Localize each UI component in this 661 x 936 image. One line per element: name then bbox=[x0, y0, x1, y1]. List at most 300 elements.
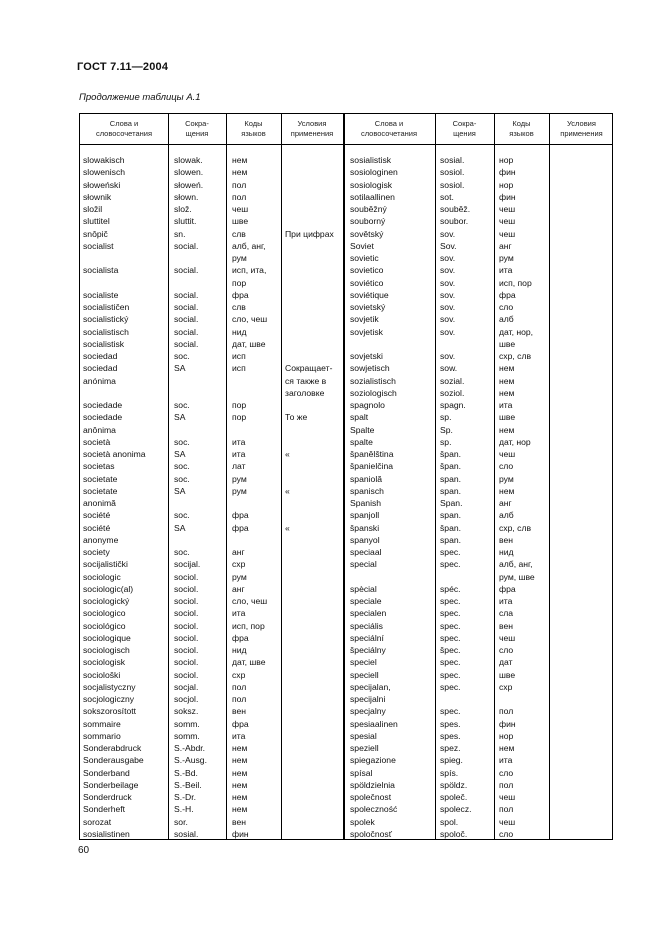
cell-lang: фра bbox=[232, 718, 249, 729]
cell-lang: фин bbox=[232, 828, 249, 839]
cell-words: spanisch bbox=[350, 485, 384, 496]
cell-abbr: sov. bbox=[440, 277, 456, 288]
cell-lang: рум bbox=[499, 473, 514, 484]
cell-words: speciel bbox=[350, 657, 377, 668]
cell-lang: фра bbox=[499, 289, 516, 300]
cell-abbr: sociol. bbox=[174, 632, 199, 643]
cell-lang: слв bbox=[232, 228, 246, 239]
cell-abbr: soc. bbox=[174, 351, 190, 361]
cell-lang: пол bbox=[499, 706, 514, 717]
cell-abbr: soc. bbox=[174, 436, 190, 447]
cell-words: society bbox=[83, 547, 110, 557]
cell-words: spoleczność bbox=[350, 804, 398, 815]
table-row bbox=[80, 289, 612, 301]
cell-words: Sonderheft bbox=[83, 804, 126, 815]
cell-lang: чеш bbox=[499, 792, 516, 802]
cell-abbr: společ. bbox=[440, 792, 468, 802]
cell-lang: нем bbox=[499, 375, 515, 386]
cell-abbr: spec. bbox=[440, 547, 461, 557]
cell-abbr: sociol. bbox=[174, 571, 199, 582]
cell-words: spagnolo bbox=[350, 400, 385, 410]
cell-lang: алб bbox=[499, 510, 514, 521]
cell-words: specialen bbox=[350, 608, 387, 619]
table-row bbox=[80, 705, 612, 717]
abbreviation-table bbox=[79, 113, 613, 840]
cell-lang: сло bbox=[499, 302, 514, 312]
table-row bbox=[80, 350, 612, 362]
cell-words: socialista bbox=[83, 265, 119, 276]
cell-lang: слв bbox=[232, 302, 246, 312]
cell-lang: сло, чеш bbox=[232, 314, 268, 325]
cell-words: speciális bbox=[350, 620, 383, 631]
cell-abbr: soc. bbox=[174, 400, 190, 410]
cell-words: soviétique bbox=[350, 289, 389, 300]
cell-lang: алб, анг, bbox=[499, 559, 533, 570]
cell-words: Soviet bbox=[350, 240, 374, 251]
cell-lang: нем bbox=[232, 755, 248, 766]
cell-abbr: social. bbox=[174, 326, 199, 337]
cell-lang: рум bbox=[499, 253, 514, 263]
table-row bbox=[80, 277, 612, 289]
cell-lang: сло bbox=[499, 767, 514, 778]
cell-cond: « bbox=[285, 485, 290, 496]
cell-words: španielčina bbox=[350, 461, 393, 472]
cell-lang: шве bbox=[232, 216, 249, 227]
cell-words: anônima bbox=[83, 424, 116, 435]
cell-lang: ита bbox=[232, 449, 246, 459]
table-row bbox=[80, 154, 612, 166]
cell-cond: ся также в bbox=[285, 375, 327, 386]
column-header-cond: Условия применения bbox=[290, 119, 334, 138]
cell-abbr: soc. bbox=[174, 473, 190, 484]
cell-lang: пор bbox=[232, 412, 247, 423]
cell-abbr: social. bbox=[174, 302, 199, 312]
cell-lang: фин bbox=[499, 167, 516, 178]
cell-words: specijalan, bbox=[350, 681, 391, 692]
cell-lang: схр, слв bbox=[499, 351, 532, 361]
cell-abbr: sor. bbox=[174, 816, 188, 827]
cell-words: spesiaalinen bbox=[350, 718, 398, 729]
cell-words: specijalni bbox=[350, 694, 386, 704]
column-header-words: Слова и словосочетания bbox=[95, 119, 153, 138]
cell-words: socialistisch bbox=[83, 326, 129, 337]
cell-abbr: sov. bbox=[440, 351, 456, 361]
cell-lang: шве bbox=[499, 338, 516, 349]
cell-lang: рум bbox=[232, 253, 247, 263]
cell-abbr: spec. bbox=[440, 632, 461, 643]
cell-lang: нем bbox=[499, 743, 515, 753]
cell-abbr: sov. bbox=[440, 265, 456, 276]
cell-words: slowakisch bbox=[83, 155, 125, 165]
cell-abbr: špan. bbox=[440, 522, 462, 533]
cell-abbr: somm. bbox=[174, 718, 200, 729]
cell-lang: исп, пор bbox=[499, 277, 532, 288]
cell-words: španělština bbox=[350, 449, 394, 459]
cell-abbr: sp. bbox=[440, 412, 452, 423]
cell-abbr: sociol. bbox=[174, 645, 199, 655]
cell-abbr: spís. bbox=[440, 767, 459, 778]
cell-abbr: sov. bbox=[440, 289, 456, 300]
table-row bbox=[80, 644, 612, 656]
cell-words: sosialistisk bbox=[350, 155, 392, 165]
cell-words: specjalny bbox=[350, 706, 386, 717]
cell-words: Sonderbeilage bbox=[83, 779, 139, 790]
cell-lang: ита bbox=[499, 265, 513, 276]
cell-abbr: span. bbox=[440, 473, 462, 484]
cell-lang: рум bbox=[232, 473, 247, 484]
cell-lang: чеш bbox=[499, 216, 516, 227]
cell-abbr: SA bbox=[174, 522, 186, 533]
cell-lang: исп bbox=[232, 351, 246, 361]
cell-abbr: spes. bbox=[440, 730, 461, 741]
table-row bbox=[80, 228, 612, 240]
cell-words: sociologisk bbox=[83, 657, 126, 668]
cell-abbr: sov. bbox=[440, 253, 456, 263]
cell-abbr: S.-Beil. bbox=[174, 779, 202, 790]
cell-lang: рум bbox=[232, 571, 247, 582]
cell-abbr: spol. bbox=[440, 816, 459, 827]
cell-abbr: social. bbox=[174, 265, 199, 276]
column-header-cond: Условия применения bbox=[560, 119, 603, 138]
cell-words: sovětský bbox=[350, 228, 384, 239]
cell-lang: ита bbox=[499, 596, 513, 606]
cell-lang: нем bbox=[499, 485, 515, 496]
cell-lang: нем bbox=[232, 792, 248, 802]
cell-words: sociológico bbox=[83, 620, 126, 631]
table-row bbox=[80, 301, 612, 313]
column-header-abbr: Сокра- щения bbox=[452, 119, 477, 138]
cell-words: spalte bbox=[350, 436, 373, 447]
cell-abbr: SA bbox=[174, 449, 186, 459]
table-row bbox=[80, 669, 612, 681]
cell-words: sociedade bbox=[83, 412, 123, 423]
cell-abbr: social. bbox=[174, 314, 199, 325]
cell-lang: пол bbox=[499, 804, 514, 815]
table-row bbox=[80, 375, 612, 387]
cell-lang: дат, нор bbox=[499, 436, 531, 447]
cell-words: spesial bbox=[350, 730, 377, 741]
cell-abbr: spec. bbox=[440, 596, 461, 606]
cell-words: socialiste bbox=[83, 289, 119, 300]
cell-lang: пол bbox=[232, 681, 247, 692]
cell-abbr: sociol. bbox=[174, 583, 199, 594]
cell-lang: чеш bbox=[499, 204, 516, 214]
cell-words: société bbox=[83, 510, 111, 521]
cell-abbr: spagn. bbox=[440, 400, 466, 410]
cell-words: sociologico bbox=[83, 608, 126, 619]
cell-lang: вен bbox=[232, 816, 246, 827]
cell-words: anonimă bbox=[83, 498, 116, 508]
table-row bbox=[80, 681, 612, 693]
cell-lang: фра bbox=[499, 583, 516, 594]
cell-words: špeciálny bbox=[350, 645, 386, 655]
table-row bbox=[80, 485, 612, 497]
cell-lang: ита bbox=[499, 755, 513, 766]
cell-abbr: sosial. bbox=[440, 155, 465, 165]
cell-abbr: spec. bbox=[440, 706, 461, 717]
cell-words: slowenisch bbox=[83, 167, 126, 178]
table-row bbox=[80, 460, 612, 472]
cell-lang: нем bbox=[232, 804, 248, 815]
cell-words: sociološki bbox=[83, 669, 121, 680]
table-row bbox=[80, 179, 612, 191]
table-row bbox=[80, 656, 612, 668]
cell-lang: чеш bbox=[499, 449, 516, 459]
cell-abbr: SA bbox=[174, 412, 186, 423]
cell-lang: фра bbox=[232, 510, 249, 521]
cell-words: sommario bbox=[83, 730, 121, 741]
cell-abbr: Span. bbox=[440, 498, 463, 508]
table-row bbox=[80, 436, 612, 448]
cell-abbr: social. bbox=[174, 338, 199, 349]
cell-abbr: sow. bbox=[440, 363, 458, 374]
table-row bbox=[80, 583, 612, 595]
cell-lang: пол bbox=[232, 694, 247, 704]
table-row bbox=[80, 326, 612, 338]
cell-words: sociedad bbox=[83, 351, 118, 361]
cell-words: spoločnosť bbox=[350, 828, 392, 839]
cell-lang: фин bbox=[499, 718, 516, 729]
column-header-abbr: Сокра- щения bbox=[185, 119, 209, 138]
cell-words: spècial bbox=[350, 583, 377, 594]
cell-abbr: sp. bbox=[440, 436, 452, 447]
cell-lang: чеш bbox=[499, 228, 516, 239]
cell-lang: дат, нор, bbox=[499, 326, 534, 337]
cell-lang: вен bbox=[499, 620, 513, 631]
cell-words: spiegazione bbox=[350, 755, 396, 766]
cell-words: słoweński bbox=[83, 179, 121, 190]
cell-lang: нид bbox=[232, 645, 247, 655]
cell-words: spaniolă bbox=[350, 473, 383, 484]
cell-abbr: soksz. bbox=[174, 706, 199, 717]
cell-abbr: socjol. bbox=[174, 694, 199, 704]
cell-lang: сло bbox=[499, 828, 514, 839]
cell-lang: шве bbox=[499, 669, 516, 680]
cell-lang: анг bbox=[499, 240, 512, 251]
table-row bbox=[80, 534, 612, 546]
column-header-lang: Коды языков bbox=[241, 119, 266, 138]
cell-abbr: spec. bbox=[440, 559, 461, 570]
cell-abbr: S.-Ausg. bbox=[174, 755, 207, 766]
cell-words: Sonderausgabe bbox=[83, 755, 144, 766]
cell-abbr: špec. bbox=[440, 645, 461, 655]
cell-words: słownik bbox=[83, 191, 112, 202]
cell-lang: пол bbox=[232, 191, 247, 202]
cell-words: speciální bbox=[350, 632, 384, 643]
cell-words: souběžný bbox=[350, 204, 387, 214]
cell-words: sovjetisk bbox=[350, 326, 383, 337]
cell-words: sociologique bbox=[83, 632, 131, 643]
cell-lang: ита bbox=[499, 400, 513, 410]
cell-words: speciell bbox=[350, 669, 379, 680]
cell-lang: нем bbox=[232, 743, 248, 753]
cell-abbr: souběž. bbox=[440, 204, 471, 214]
cell-abbr: soc. bbox=[174, 461, 190, 472]
cell-words: spöldzielnia bbox=[350, 779, 395, 790]
cell-lang: нем bbox=[499, 363, 515, 374]
cell-abbr: sot. bbox=[440, 191, 454, 202]
cell-words: Sonderband bbox=[83, 767, 130, 778]
table-row bbox=[80, 779, 612, 791]
cell-abbr: socjal. bbox=[174, 681, 199, 692]
cell-abbr: span. bbox=[440, 510, 462, 521]
cell-abbr: špan. bbox=[440, 461, 462, 472]
cell-words: složil bbox=[83, 204, 103, 214]
cell-lang: нор bbox=[499, 179, 514, 190]
cell-lang: ита bbox=[232, 436, 246, 447]
table-body bbox=[80, 154, 612, 840]
cell-abbr: spöldz. bbox=[440, 779, 468, 790]
cell-cond: « bbox=[285, 522, 290, 533]
table-row bbox=[80, 448, 612, 460]
cell-abbr: somm. bbox=[174, 730, 200, 741]
cell-abbr: sosiol. bbox=[440, 167, 465, 178]
cell-words: sozialistisch bbox=[350, 375, 396, 386]
table-row bbox=[80, 424, 612, 436]
cell-words: societas bbox=[83, 461, 115, 472]
table-row bbox=[80, 632, 612, 644]
cell-abbr: sov. bbox=[440, 228, 456, 239]
table-row bbox=[80, 338, 612, 350]
cell-abbr: sociol. bbox=[174, 596, 199, 606]
cell-lang: пол bbox=[232, 179, 247, 190]
cell-words: anónima bbox=[83, 375, 116, 386]
cell-words: sluttitel bbox=[83, 216, 110, 227]
table-row bbox=[80, 718, 612, 730]
table-row bbox=[80, 252, 612, 264]
table-row bbox=[80, 791, 612, 803]
cell-words: speciaal bbox=[350, 547, 382, 557]
cell-lang: нор bbox=[499, 155, 514, 165]
cell-abbr: social. bbox=[174, 240, 199, 251]
cell-lang: лат bbox=[232, 461, 246, 472]
table-row bbox=[80, 411, 612, 423]
cell-abbr: sluttit. bbox=[174, 216, 197, 227]
table-row bbox=[80, 767, 612, 779]
table-row bbox=[80, 754, 612, 766]
cell-abbr: sociol. bbox=[174, 657, 199, 668]
cell-words: spolek bbox=[350, 816, 375, 827]
cell-words: società anonima bbox=[83, 449, 146, 459]
cell-abbr: spec. bbox=[440, 608, 461, 619]
cell-words: socialističen bbox=[83, 302, 130, 312]
table-row bbox=[80, 620, 612, 632]
cell-words: speziell bbox=[350, 743, 379, 753]
cell-words: sociologický bbox=[83, 596, 130, 606]
cell-abbr: S.-H. bbox=[174, 804, 194, 815]
cell-lang: чеш bbox=[499, 632, 516, 643]
cell-lang: сло bbox=[499, 461, 514, 472]
cell-lang: нем bbox=[499, 387, 515, 398]
cell-cond: заголовке bbox=[285, 387, 325, 398]
cell-abbr: soc. bbox=[174, 510, 190, 521]
cell-words: sorozat bbox=[83, 816, 112, 827]
cell-lang: вен bbox=[499, 534, 513, 545]
cell-words: sociologisch bbox=[83, 645, 130, 655]
cell-cond: « bbox=[285, 449, 290, 459]
cell-lang: дат, шве bbox=[232, 657, 266, 668]
cell-lang: фра bbox=[232, 522, 249, 533]
cell-lang: фра bbox=[232, 632, 249, 643]
cell-abbr: soubor. bbox=[440, 216, 469, 227]
cell-abbr: span. bbox=[440, 485, 462, 496]
cell-lang: нем bbox=[232, 167, 248, 178]
cell-lang: исп, ита, bbox=[232, 265, 267, 276]
cell-words: speciale bbox=[350, 596, 382, 606]
cell-words: sosiologisk bbox=[350, 179, 393, 190]
cell-abbr: sov. bbox=[440, 302, 456, 312]
cell-words: soviético bbox=[350, 277, 384, 288]
cell-lang: алб bbox=[499, 314, 514, 325]
cell-lang: схр bbox=[499, 681, 513, 692]
cell-lang: сло bbox=[499, 645, 514, 655]
cell-words: socjologiczny bbox=[83, 694, 135, 704]
table-row bbox=[80, 191, 612, 203]
cell-lang: исп, пор bbox=[232, 620, 265, 631]
cell-lang: сло, чеш bbox=[232, 596, 268, 606]
cell-lang: схр, слв bbox=[499, 522, 532, 533]
table-row bbox=[80, 571, 612, 583]
table-row bbox=[80, 803, 612, 815]
cell-words: Sonderabdruck bbox=[83, 743, 142, 753]
cell-words: sociedade bbox=[83, 400, 123, 410]
cell-lang: чеш bbox=[232, 204, 249, 214]
cell-abbr: slowen. bbox=[174, 167, 204, 178]
cell-lang: рум bbox=[232, 485, 247, 496]
cell-abbr: span. bbox=[440, 534, 462, 545]
cell-lang: анг bbox=[499, 498, 512, 508]
table-row bbox=[80, 522, 612, 534]
cell-words: socjalistyczny bbox=[83, 681, 136, 692]
table-row bbox=[80, 240, 612, 252]
cell-abbr: sn. bbox=[174, 228, 186, 239]
cell-abbr: sozial. bbox=[440, 375, 465, 386]
cell-words: Sonderdruck bbox=[83, 792, 132, 802]
cell-abbr: sosial. bbox=[174, 828, 199, 839]
cell-words: sociologic bbox=[83, 571, 121, 582]
cell-lang: нид bbox=[499, 547, 514, 557]
cell-words: sokszorosított bbox=[83, 706, 137, 717]
cell-words: socialist bbox=[83, 240, 114, 251]
cell-words: socijalistički bbox=[83, 559, 128, 570]
cell-abbr: S.-Abdr. bbox=[174, 743, 206, 753]
cell-abbr: słown. bbox=[174, 191, 199, 202]
table-row bbox=[80, 828, 612, 840]
cell-abbr: sov. bbox=[440, 326, 456, 337]
cell-words: španski bbox=[350, 522, 380, 533]
cell-words: spanyol bbox=[350, 534, 380, 545]
cell-abbr: spes. bbox=[440, 718, 461, 729]
table-row bbox=[80, 816, 612, 828]
cell-words: sociedad bbox=[83, 363, 118, 374]
table-row bbox=[80, 264, 612, 276]
cell-abbr: slož. bbox=[174, 204, 192, 214]
cell-lang: пор bbox=[232, 400, 247, 410]
cell-abbr: sociol. bbox=[174, 608, 199, 619]
cell-lang: нем bbox=[499, 424, 515, 435]
cell-words: societate bbox=[83, 485, 118, 496]
cell-lang: вен bbox=[232, 706, 246, 717]
cell-abbr: slowak. bbox=[174, 155, 203, 165]
cell-lang: фра bbox=[232, 289, 249, 300]
table-row bbox=[80, 730, 612, 742]
table-row bbox=[80, 742, 612, 754]
cell-abbr: Sp. bbox=[440, 424, 453, 435]
cell-words: sowjetisch bbox=[350, 363, 390, 374]
cell-words: sosiologinen bbox=[350, 167, 398, 178]
cell-words: sociologic(al) bbox=[83, 583, 134, 594]
cell-words: special bbox=[350, 559, 377, 570]
